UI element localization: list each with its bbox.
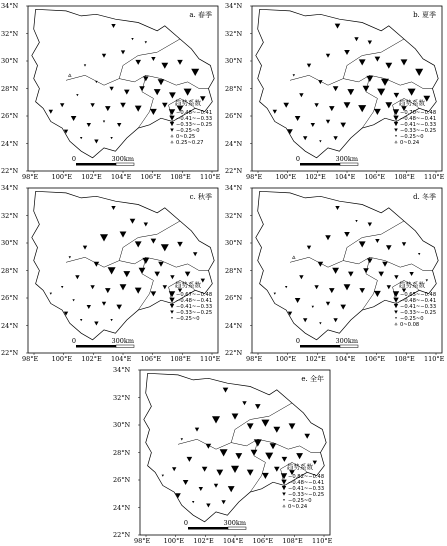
panel-title: d. 冬季 — [413, 193, 436, 201]
x-tick-label: 106°E — [364, 173, 386, 181]
x-tick-label: 108°E — [394, 173, 415, 181]
x-tick-label: 106°E — [364, 355, 386, 363]
legend-item: −0.25~0 — [288, 498, 312, 504]
y-tick-label: 30°N — [1, 239, 19, 247]
scale-label: 300km — [223, 519, 246, 527]
x-tick-label: 108°E — [394, 355, 415, 363]
y-tick-label: 26°N — [113, 476, 131, 484]
legend-item: −0.48~−0.41 — [400, 116, 437, 122]
legend-item: −0.33~−0.25 — [288, 492, 325, 498]
legend-item: −0.33~−0.25 — [176, 310, 213, 316]
map-svg — [224, 182, 447, 364]
panel-title: a. 春季 — [189, 11, 212, 19]
x-tick-label: 98°E — [246, 173, 263, 181]
scale-bar — [188, 527, 228, 530]
legend-item: −0.48~−0.41 — [176, 110, 213, 116]
map-svg — [0, 182, 224, 364]
y-tick-label: 34°N — [1, 2, 19, 10]
x-tick-label: 104°E — [111, 173, 132, 181]
y-tick-label: 24°N — [1, 139, 19, 148]
scale-label: 300km — [111, 155, 134, 163]
legend-item: 0.25~0.27 — [176, 140, 204, 146]
x-tick-label: 102°E — [193, 537, 214, 545]
map-panel-summer — [224, 0, 447, 182]
x-tick-label: 102°E — [81, 173, 102, 181]
panel-title: c. 秋季 — [189, 193, 212, 201]
scale-label: 300km — [111, 337, 134, 345]
map-panel-autumn — [0, 182, 224, 364]
x-tick-label: 106°E — [140, 355, 162, 363]
scale-zero: 0 — [71, 155, 77, 163]
map-frame — [28, 188, 218, 353]
x-tick-label: 104°E — [335, 173, 356, 181]
y-tick-label: 28°N — [225, 266, 243, 275]
scale-bar-segment — [228, 527, 246, 530]
x-tick-label: 110°E — [424, 173, 445, 181]
x-tick-label: 100°E — [51, 173, 73, 181]
scale-bar-segment — [116, 345, 134, 348]
scale-bar — [76, 163, 116, 166]
x-tick-label: 106°E — [140, 173, 162, 181]
y-tick-label: 24°N — [1, 321, 19, 330]
x-tick-label: 102°E — [305, 355, 326, 363]
legend-item: −0.41~−0.33 — [176, 116, 213, 122]
y-tick-label: 32°N — [1, 211, 19, 220]
legend-item: −0.48~−0.41 — [400, 298, 437, 304]
y-tick-label: 26°N — [225, 112, 243, 120]
x-tick-label: 110°E — [424, 355, 445, 363]
legend-item: −0.41~−0.33 — [288, 486, 325, 492]
y-tick-label: 22°N — [113, 531, 131, 539]
map-frame — [140, 370, 330, 535]
x-tick-label: 108°E — [170, 355, 191, 363]
y-tick-label: 34°N — [225, 184, 243, 192]
scale-zero: 0 — [295, 337, 301, 345]
y-tick-label: 22°N — [1, 349, 19, 357]
x-tick-label: 108°E — [282, 537, 303, 545]
x-tick-label: 104°E — [111, 355, 132, 363]
x-tick-label: 102°E — [81, 355, 102, 363]
legend-item: −0.33~−0.25 — [400, 310, 437, 316]
scale-bar-segment — [340, 345, 358, 348]
legend-title: 趋势系数 — [399, 281, 425, 289]
legend-item: −0.33~−0.25 — [176, 122, 213, 128]
y-tick-label: 26°N — [225, 294, 243, 302]
legend-title: 趋势系数 — [175, 99, 201, 107]
map-panel-annual — [112, 364, 336, 546]
scale-bar — [76, 345, 116, 348]
legend-item: 0~0.25 — [176, 134, 196, 140]
legend-item: 0~0.24 — [400, 140, 420, 146]
y-tick-label: 34°N — [1, 184, 19, 192]
legend-item: −0.25~0 — [176, 316, 200, 322]
y-tick-label: 28°N — [1, 84, 19, 93]
legend-item: −0.25~0 — [176, 128, 200, 134]
scale-bar-segment — [116, 163, 134, 166]
y-tick-label: 22°N — [225, 349, 243, 357]
legend-item: −0.41~−0.33 — [400, 122, 437, 128]
y-tick-label: 26°N — [1, 294, 19, 302]
x-tick-label: 110°E — [200, 355, 221, 363]
y-tick-label: 32°N — [225, 29, 243, 38]
y-tick-label: 28°N — [1, 266, 19, 275]
legend-item: −0.70~−0.48 — [400, 110, 437, 116]
y-tick-label: 24°N — [225, 321, 243, 330]
x-tick-label: 100°E — [163, 537, 185, 545]
scale-bar — [300, 163, 340, 166]
map-panel-spring — [0, 0, 224, 182]
scale-zero: 0 — [295, 155, 301, 163]
legend-item: −0.82~−0.48 — [288, 474, 325, 480]
legend-item: −0.48~−0.41 — [176, 298, 213, 304]
y-tick-label: 30°N — [113, 421, 131, 429]
scale-zero: 0 — [183, 519, 189, 527]
x-tick-label: 98°E — [134, 537, 151, 545]
scale-bar-segment — [340, 163, 358, 166]
y-tick-label: 22°N — [225, 167, 243, 175]
legend-item: 0~0.08 — [400, 322, 420, 328]
legend-item: −0.25~0 — [400, 316, 424, 322]
legend-title: 趋势系数 — [287, 463, 313, 471]
map-frame — [252, 6, 442, 171]
y-tick-label: 28°N — [225, 84, 243, 93]
x-tick-label: 102°E — [305, 173, 326, 181]
y-tick-label: 32°N — [1, 29, 19, 38]
map-svg — [112, 364, 336, 546]
map-svg — [224, 0, 447, 182]
legend-item: −0.33~−0.25 — [400, 128, 437, 134]
y-tick-label: 34°N — [113, 366, 131, 374]
x-tick-label: 104°E — [335, 355, 356, 363]
x-tick-label: 104°E — [223, 537, 244, 545]
scale-bar — [300, 345, 340, 348]
x-tick-label: 98°E — [22, 173, 39, 181]
legend-item: 0~0.24 — [288, 504, 308, 510]
x-tick-label: 108°E — [170, 173, 191, 181]
legend-item: −0.25~0 — [400, 134, 424, 140]
y-tick-label: 28°N — [113, 448, 131, 457]
y-tick-label: 34°N — [225, 2, 243, 10]
y-tick-label: 22°N — [1, 167, 19, 175]
x-tick-label: 110°E — [200, 173, 221, 181]
scale-zero: 0 — [71, 337, 77, 345]
panel-title: e. 全年 — [301, 375, 324, 383]
legend-item: −0.41~−0.33 — [176, 304, 213, 310]
legend-item: −0.65~−0.48 — [400, 292, 437, 298]
x-tick-label: 110°E — [312, 537, 333, 545]
scale-label: 300km — [335, 337, 358, 345]
y-tick-label: 30°N — [225, 57, 243, 65]
x-tick-label: 100°E — [51, 355, 73, 363]
y-tick-label: 26°N — [1, 112, 19, 120]
y-tick-label: 24°N — [113, 503, 131, 512]
map-frame — [28, 6, 218, 171]
x-tick-label: 100°E — [275, 355, 297, 363]
y-tick-label: 24°N — [225, 139, 243, 148]
legend-item: −0.41~−0.33 — [400, 304, 437, 310]
map-panel-winter — [224, 182, 447, 364]
y-tick-label: 30°N — [225, 239, 243, 247]
legend-item: −0.67~−0.48 — [176, 292, 213, 298]
x-tick-label: 98°E — [22, 355, 39, 363]
x-tick-label: 98°E — [246, 355, 263, 363]
y-tick-label: 30°N — [1, 57, 19, 65]
y-tick-label: 32°N — [113, 393, 131, 402]
x-tick-label: 100°E — [275, 173, 297, 181]
legend-item: −0.48~−0.41 — [288, 480, 325, 486]
map-svg — [0, 0, 224, 182]
x-tick-label: 106°E — [252, 537, 274, 545]
y-tick-label: 32°N — [225, 211, 243, 220]
legend-title: 趋势系数 — [175, 281, 201, 289]
scale-label: 300km — [335, 155, 358, 163]
legend-title: 趋势系数 — [399, 99, 425, 107]
map-frame — [252, 188, 442, 353]
panel-title: b. 夏季 — [413, 11, 436, 19]
